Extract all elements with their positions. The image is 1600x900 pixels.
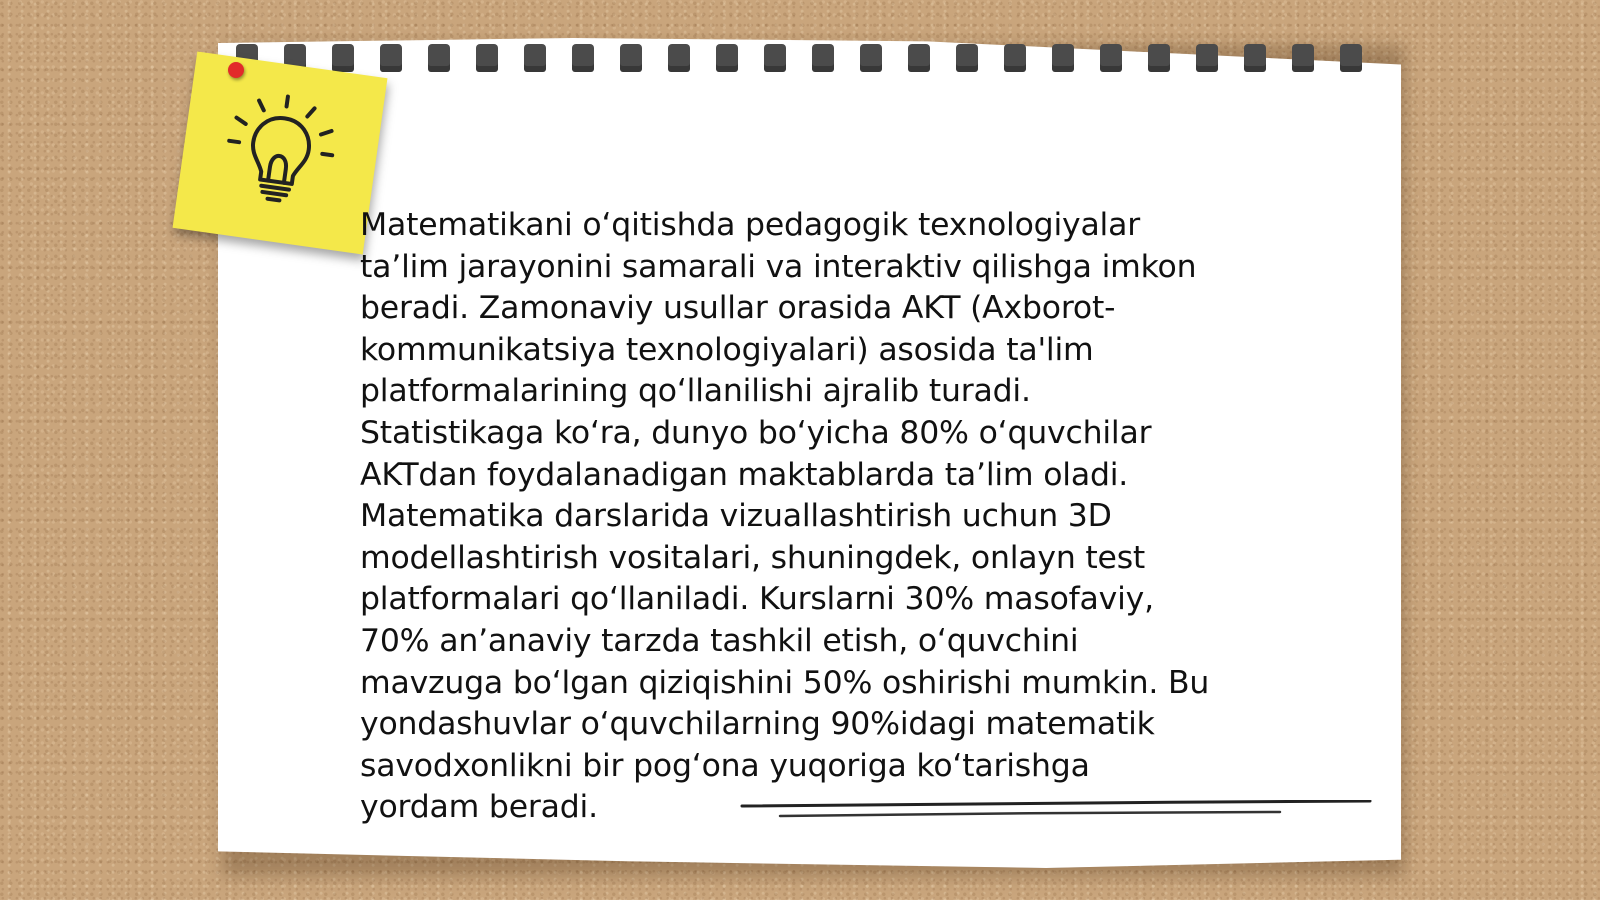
spiral-hole xyxy=(1292,44,1314,72)
spiral-hole xyxy=(1052,44,1074,72)
spiral-hole xyxy=(1004,44,1026,72)
decorative-underline xyxy=(740,800,1380,830)
push-pin-icon xyxy=(228,62,244,78)
sticky-note xyxy=(173,52,388,255)
spiral-hole xyxy=(332,44,354,72)
spiral-hole xyxy=(860,44,882,72)
spiral-hole xyxy=(1148,44,1170,72)
spiral-hole xyxy=(428,44,450,72)
spiral-hole xyxy=(380,44,402,72)
spiral-hole xyxy=(956,44,978,72)
spiral-hole xyxy=(812,44,834,72)
spiral-hole xyxy=(668,44,690,72)
lightbulb-icon xyxy=(209,74,354,219)
spiral-hole xyxy=(572,44,594,72)
spiral-hole xyxy=(1244,44,1266,72)
spiral-hole xyxy=(716,44,738,72)
spiral-hole xyxy=(524,44,546,72)
spiral-hole xyxy=(1340,44,1362,72)
spiral-holes xyxy=(236,44,1366,74)
spiral-hole xyxy=(476,44,498,72)
spiral-hole xyxy=(620,44,642,72)
spiral-hole xyxy=(1196,44,1218,72)
note-paragraph: Matematikani o‘qitishda pedagogik texnologiyalar ta’lim jarayonini samarali va interaktiv qilishga imkon beradi. Zamonaviy usullar orasida AKT (Axborot- kommunikatsiya texnologiyalari) asosida ta'lim platformalarining qo‘llanilishi ajralib turadi. Statistikaga ko‘ra, dunyo bo‘yicha 80% o‘quvchilar AKTdan foydalanadigan maktablarda ta’lim oladi. Matematika darslarida vizuallashtirish uchun 3D modellashtirish vositalari, shuningdek, onlayn test platformalari qo‘llaniladi. Kurslarni 30% masofaviy, 70% an’anaviy tarzda tashkil etish, o‘quvchini mavzuga bo‘lgan qiziqishini 50% oshirishi mumkin. Bu yondashuvlar o‘quvchilarning 90%idagi matematik savodxonlikni bir pog‘ona yuqoriga ko‘tarishga yordam beradi. xyxy=(360,207,1210,826)
spiral-hole xyxy=(1100,44,1122,72)
spiral-hole xyxy=(764,44,786,72)
spiral-hole xyxy=(908,44,930,72)
